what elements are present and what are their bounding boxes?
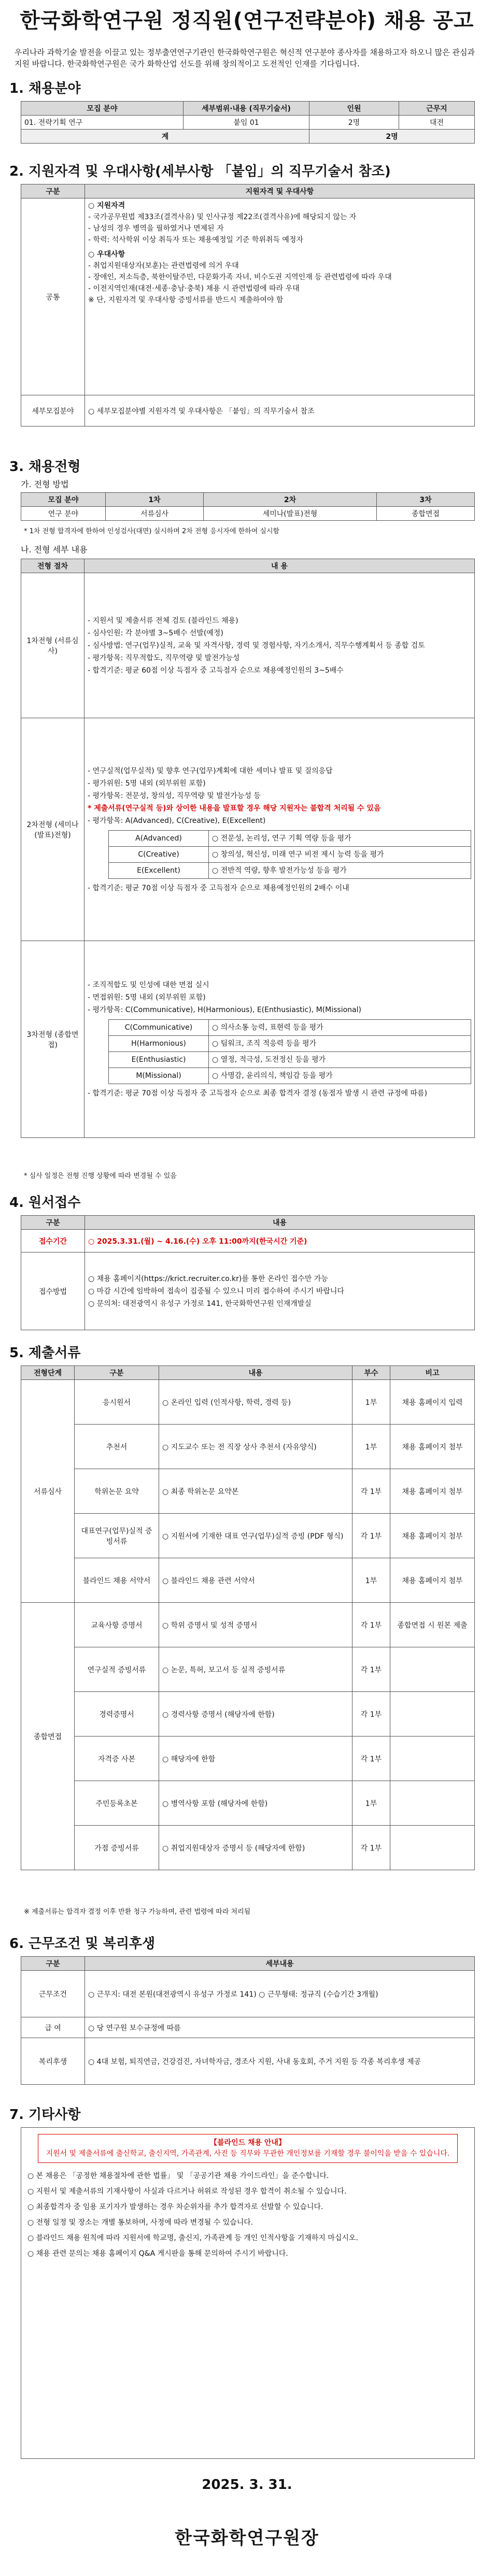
- conditions-table: [21, 1956, 475, 2085]
- table-cell: ○ 블라인드 채용 관련 서약서: [159, 1558, 352, 1603]
- table-cell: [390, 1647, 475, 1692]
- table-row: [21, 1469, 475, 1514]
- list-item: - 평가항목: C(Communicative), H(Harmonious), E(Enthusiastic), M(Missional): [88, 1006, 361, 1014]
- col-header: 모집 분야: [21, 102, 184, 116]
- list-item: - 장애인, 저소득층, 북한이탈주민, 다문화가족 자녀, 비수도권 지역인재 등 관련법령에 따라 우대: [88, 273, 392, 281]
- misc-notes-box: [21, 2127, 475, 2459]
- section-3-heading: 3. 채용전형: [9, 459, 81, 475]
- table-cell: 붙임 01: [184, 116, 309, 130]
- table-cell: [390, 1692, 475, 1737]
- section-1-table: [21, 101, 475, 144]
- table-cell: 경력증명서: [75, 1692, 159, 1737]
- documents-note: ※ 제출서류는 합격자 결정 이후 반환 청구 가능하며, 관련 법령에 따라 처리됨: [24, 1908, 251, 1916]
- list-item: ○ 채용 관련 문의는 채용 홈페이지 Q&A 게시판을 통해 문의하여 주시기 바랍니다.: [27, 2250, 288, 2258]
- grade-desc: ○ 창의성, 혁신성, 미래 연구 비전 제시 능력 등을 평가: [209, 846, 471, 862]
- table-cell: ○ 근무지: 대전 본원(대전광역시 유성구 가정로 141) ○ 근무형태: 정규직 (수습기간 3개월): [85, 1971, 475, 2017]
- col-header: 내용: [85, 1216, 475, 1230]
- grade-name: M(Missional): [109, 1068, 209, 1084]
- table-cell: 각 1부: [352, 1603, 390, 1647]
- table-cell: 연구실적 증빙서류: [75, 1647, 159, 1692]
- col-header: 1차: [106, 493, 204, 507]
- table-cell: 대표연구(업무)실적 증빙서류: [75, 1514, 159, 1558]
- table-cell: 1부: [352, 1781, 390, 1826]
- page-title: 한국화학연구원 정직원(연구전략분야) 채용 공고: [20, 9, 474, 33]
- grade-desc: ○ 의사소통 능력, 표현력 등을 평가: [209, 1020, 471, 1036]
- col-header: 모집 분야: [21, 493, 106, 507]
- table-cell: 학위논문 요약: [75, 1469, 159, 1514]
- list-item: ○ 지원자격: [88, 202, 125, 210]
- row-label: 공통: [21, 198, 85, 395]
- row-label: 접수기간: [21, 1230, 85, 1253]
- table-cell: 채용 홈페이지 첨부: [390, 1514, 475, 1558]
- table-row: [21, 1380, 475, 1425]
- grade-name: E(Enthusiastic): [109, 1052, 209, 1068]
- organization-name: 한국화학연구원장: [175, 2528, 319, 2549]
- list-item: - 조직적합도 및 인성에 대한 면접 실시: [88, 981, 209, 989]
- stage-cell: 종합면접: [21, 1603, 75, 1870]
- table-cell: 각 1부: [352, 1514, 390, 1558]
- row-label: 세부모집분야: [21, 395, 85, 426]
- table-cell: ○ 지원서에 기재한 대표 연구(업무)실적 증빙 (PDF 형식): [159, 1514, 352, 1558]
- table-cell: 주민등록초본: [75, 1781, 159, 1826]
- col-header: 3차: [376, 493, 474, 507]
- stage-3-grade-table: [108, 1019, 471, 1084]
- section-2-heading: 2. 지원자격 및 우대사항(세부사항 「붙임」의 직무기술서 참조): [9, 164, 391, 179]
- table-cell: ○ 최종 학위논문 요약본: [159, 1469, 352, 1514]
- section-4-heading: 4. 원서접수: [9, 1195, 81, 1211]
- table-cell: 연구 분야: [21, 507, 106, 521]
- steps-note: * 1차 전형 합격자에 한하여 인성검사(대면) 실시하며 2차 전형 응시자에 한하여 실시함: [24, 528, 280, 535]
- common-qualifications: [85, 198, 475, 395]
- grade-name: A(Advanced): [109, 830, 209, 846]
- notice-text: 지원서 및 제출서류에 출신학교, 출신지역, 가족관계, 사진 등 직무와 무관한 개인정보를 기재할 경우 불이익을 받을 수 있습니다.: [46, 2150, 450, 2158]
- misc-list: [27, 2168, 468, 2261]
- table-cell: ○ 당 연구원 보수규정에 따름: [85, 2017, 475, 2038]
- col-header: 전형 절차: [21, 559, 84, 573]
- grade-desc: ○ 전반적 역량, 향후 발전가능성 등을 평가: [209, 862, 471, 878]
- table-row: [21, 1781, 475, 1826]
- documents-table: [21, 1365, 475, 1870]
- row-label: 접수방법: [21, 1253, 85, 1330]
- table-cell: ○ 지도교수 또는 전 직장 상사 추천서 (자유양식): [159, 1425, 352, 1469]
- stage-label: 3차전형 (종합면접): [21, 941, 84, 1138]
- list-item: ○ 마감 시간에 임박하여 접속이 집중될 수 있으니 미리 접수하여 주시기 바랍니다: [88, 1287, 344, 1296]
- grade-name: H(Harmonious): [109, 1036, 209, 1052]
- list-item: - 면접위원: 5명 내외 (외부위원 포함): [88, 993, 206, 1002]
- list-item: - 평가위원: 5명 내외 (외부위원 포함): [88, 779, 206, 788]
- stage-cell: 서류심사: [21, 1380, 75, 1603]
- table-cell: 1부: [352, 1425, 390, 1469]
- stage-2-content: [84, 718, 475, 941]
- grade-desc: ○ 전문성, 논리성, 연구 기획 역량 등을 평가: [209, 830, 471, 846]
- list-item: - 심사방법: 연구(업무)실적, 교육 및 자격사항, 경력 및 경험사항, 자기소개서, 직무수행계획서 등 종합 검토: [88, 641, 425, 650]
- table-cell: ○ 세부모집분야별 지원자격 및 우대사항은 「붙임」의 직무기술서 참조: [85, 395, 475, 426]
- table-row: [21, 1558, 475, 1603]
- table-cell: 대전: [399, 116, 475, 130]
- stage-2-grade-table: [108, 830, 471, 879]
- grade-name: C(Communicative): [109, 1020, 209, 1036]
- list-item: - 학력: 석사학위 이상 취득자 또는 채용예정일 기준 학위취득 예정자: [88, 236, 303, 244]
- list-item: - 심사인원: 각 분야별 3~5배수 선발(예정): [88, 629, 223, 637]
- list-item: - 지원서 및 제출서류 전체 검토 (블라인드 채용): [88, 616, 238, 625]
- table-cell: 각 1부: [352, 1469, 390, 1514]
- row-label: 근무조건: [21, 1971, 85, 2017]
- table-cell: 1부: [352, 1558, 390, 1603]
- list-item: ○ 문의처: 대전광역시 유성구 가정로 141, 한국화학연구원 인재개발실: [88, 1299, 312, 1308]
- row-label: 복리후생: [21, 2038, 85, 2085]
- notice-title: 【블라인드 채용 안내】: [210, 2139, 286, 2147]
- table-cell: 1부: [352, 1380, 390, 1425]
- screening-steps-table: [21, 492, 475, 521]
- table-cell: ○ 논문, 특허, 보고서 등 실적 증빙서류: [159, 1647, 352, 1692]
- col-header: 구분: [75, 1366, 159, 1380]
- table-cell: 채용 홈페이지 첨부: [390, 1425, 475, 1469]
- table-cell: ○ 해당자에 한함: [159, 1737, 352, 1781]
- table-cell: 각 1부: [352, 1647, 390, 1692]
- warning-text: * 제출서류(연구실적 등)와 상이한 내용을 발표할 경우 해당 지원자는 불합격 처리될 수 있음: [88, 804, 381, 813]
- table-cell: 종합면접 시 원본 제출: [390, 1603, 475, 1647]
- col-header: 내 용: [84, 559, 475, 573]
- list-item: - 이전지역인재(대전·세종·충남·충북) 채용 시 관련법령에 따라 우대: [88, 284, 300, 293]
- total-value: 2명: [309, 130, 475, 144]
- grade-name: E(Excellent): [109, 862, 209, 878]
- list-item: - 합격기준: 평균 60점 이상 득점자 중 고득점자 순으로 채용예정인원의 3~5배수: [88, 666, 344, 675]
- table-cell: 채용 홈페이지 입력: [390, 1380, 475, 1425]
- table-row: [21, 1603, 475, 1647]
- table-cell: ○ 학위 증명서 및 성적 증명서: [159, 1603, 352, 1647]
- table-cell: ○ 취업지원대상자 증명서 등 (해당자에 한함): [159, 1826, 352, 1870]
- table-cell: 블라인드 채용 서약서: [75, 1558, 159, 1603]
- stage-label: 2차전형 (세미나(발표)전형): [21, 718, 84, 941]
- table-cell: 응시원서: [75, 1380, 159, 1425]
- table-cell: 추천서: [75, 1425, 159, 1469]
- table-cell: [390, 1826, 475, 1870]
- list-item: - 평가항목: 직무적합도, 직무역량 및 발전가능성: [88, 653, 240, 662]
- col-header: 지원자격 및 우대사항: [85, 184, 475, 198]
- table-cell: 채용 홈페이지 첨부: [390, 1469, 475, 1514]
- grade-name: C(Creative): [109, 846, 209, 862]
- col-header: 근무지: [399, 102, 475, 116]
- list-item: - 합격기준: 평균 70점 이상 득점자 중 고득점자 순으로 채용예정인원의 2배수 이내: [88, 884, 349, 892]
- total-label: 계: [21, 130, 309, 144]
- list-item: - 평가항목: A(Advanced), C(Creative), E(Excellent): [88, 816, 266, 825]
- application-period: ○ 2025.3.31.(월) ~ 4.16.(수) 오후 11:00까지(한국시간 기준): [85, 1230, 475, 1253]
- table-row: [21, 1647, 475, 1692]
- screening-footnote: * 심사 일정은 전형 진행 상황에 따라 변경될 수 있음: [24, 1172, 177, 1180]
- col-header: 구분: [21, 1957, 85, 1971]
- list-item: - 국가공무원법 제33조(결격사유) 및 인사규정 제22조(결격사유)에 해당되지 않는 자: [88, 213, 357, 221]
- col-header: 인원: [309, 102, 399, 116]
- col-header: 2차: [204, 493, 377, 507]
- stage-3-content: [84, 941, 475, 1138]
- section-5-heading: 5. 제출서류: [9, 1345, 81, 1361]
- table-row: [21, 1425, 475, 1469]
- table-cell: ○ 온라인 입력 (인적사항, 학력, 경력 등): [159, 1380, 352, 1425]
- list-item: ○ 우대사항: [88, 250, 125, 259]
- col-header: 구분: [21, 184, 85, 198]
- col-header: 내용: [159, 1366, 352, 1380]
- intro-text: 우리나라 과학기술 발전을 이끌고 있는 정부출연연구기관인 한국화학연구원은 혁신적 연구분야 종사자를 채용하고자 하오니 많은 관심과 지원 바랍니다. 한국화학연구원은 국가 화학산업 선도를 위해 창의적이고 도전적인 인재를 기다립니다.: [15, 48, 475, 68]
- col-header: 구분: [21, 1216, 85, 1230]
- list-item: ○ 최종합격자 중 임용 포기자가 발생하는 경우 차순위자를 추가 합격자로 선발할 수 있습니다.: [27, 2203, 323, 2211]
- section-1-heading: 1. 채용분야: [9, 81, 81, 96]
- blind-notice: [38, 2134, 458, 2163]
- section-2-table: [21, 184, 475, 426]
- list-item: - 평가항목: 전문성, 창의성, 직무역량 및 발전가능성 등: [88, 791, 261, 800]
- col-header: 세부범위·내용 (직무기술서): [184, 102, 309, 116]
- table-cell: 각 1부: [352, 1692, 390, 1737]
- table-row: [21, 1692, 475, 1737]
- section-7-heading: 7. 기타사항: [9, 2107, 81, 2123]
- table-cell: 채용 홈페이지 첨부: [390, 1558, 475, 1603]
- list-item: ○ 본 채용은 「공정한 채용절차에 관한 법률」 및 「공공기관 채용 가이드라인」을 준수합니다.: [27, 2172, 329, 2180]
- list-item: - 연구실적(업무실적) 및 향후 연구(업무)계획에 대한 세미나 발표 및 질의응답: [88, 766, 333, 775]
- table-cell: 각 1부: [352, 1826, 390, 1870]
- section-6-heading: 6. 근무조건 및 복리후생: [9, 1936, 156, 1952]
- col-header: 비고: [390, 1366, 475, 1380]
- table-cell: [390, 1737, 475, 1781]
- notice-date: 2025. 3. 31.: [202, 2477, 292, 2493]
- table-cell: ○ 경력사항 증명서 (해당자에 한함): [159, 1692, 352, 1737]
- table-row: [21, 1514, 475, 1558]
- table-cell: 자격증 사본: [75, 1737, 159, 1781]
- subheading: 가. 전형 방법: [21, 479, 69, 489]
- table-cell: 서류심사: [106, 507, 204, 521]
- list-item: - 남성의 경우 병역을 필하였거나 면제된 자: [88, 224, 224, 233]
- stage-label: 1차전형 (서류심사): [21, 573, 84, 718]
- application-method: [85, 1253, 475, 1330]
- list-item: ○ 지원서 및 제출서류의 기재사항이 사실과 다르거나 허위로 작성된 경우 합격이 취소될 수 있습니다.: [27, 2187, 347, 2196]
- col-header: 전형단계: [21, 1366, 75, 1380]
- col-header: 세부내용: [85, 1957, 475, 1971]
- grade-desc: ○ 열정, 적극성, 도전정신 등을 평가: [209, 1052, 471, 1068]
- col-header: 부수: [352, 1366, 390, 1380]
- list-item: ※ 단, 지원자격 및 우대사항 증빙서류를 반드시 제출하여야 함: [88, 296, 284, 304]
- list-item: ○ 채용 홈페이지(https://krict.recruiter.co.kr)를 통한 온라인 접수만 가능: [88, 1274, 328, 1283]
- table-cell: [390, 1781, 475, 1826]
- table-cell: ○ 4대 보험, 퇴직연금, 건강검진, 자녀학자금, 경조사 지원, 사내 동호회, 주거 지원 등 각종 복리후생 제공: [85, 2038, 475, 2085]
- list-item: ○ 전형 일정 및 장소는 개별 통보하며, 사정에 따라 변경될 수 있습니다.: [27, 2218, 253, 2227]
- table-cell: 각 1부: [352, 1737, 390, 1781]
- stage-1-content: [84, 573, 475, 718]
- table-cell: 종합면접: [376, 507, 474, 521]
- list-item: ○ 블라인드 채용 원칙에 따라 지원서에 학교명, 출신지, 가족관계 등 개인 인적사항을 기재하지 마십시오.: [27, 2234, 358, 2242]
- table-cell: ○ 병역사항 포함 (해당자에 한함): [159, 1781, 352, 1826]
- table-cell: 가점 증빙서류: [75, 1826, 159, 1870]
- subheading: 나. 전형 세부 내용: [21, 545, 88, 554]
- grade-desc: ○ 팀워크, 조직 적응력 등을 평가: [209, 1036, 471, 1052]
- screening-detail-table: [21, 559, 475, 1138]
- table-cell: 교육사항 증명서: [75, 1603, 159, 1647]
- row-label: 급 여: [21, 2017, 85, 2038]
- table-cell: 01. 전략기획 연구: [21, 116, 184, 130]
- list-item: - 취업지원대상자(보훈)는 관련법령에 의거 우대: [88, 262, 239, 270]
- grade-desc: ○ 사명감, 윤리의식, 책임감 등을 평가: [209, 1068, 471, 1084]
- table-row: [21, 1737, 475, 1781]
- application-table: [21, 1215, 475, 1330]
- table-cell: 세미나(발표)전형: [204, 507, 377, 521]
- table-cell: 2명: [309, 116, 399, 130]
- list-item: - 합격기준: 평균 70점 이상 득점자 중 고득점자 순으로 최종 합격자 결정 (동점자 발생 시 관련 규정에 따름): [88, 1089, 428, 1098]
- table-row: [21, 1826, 475, 1870]
